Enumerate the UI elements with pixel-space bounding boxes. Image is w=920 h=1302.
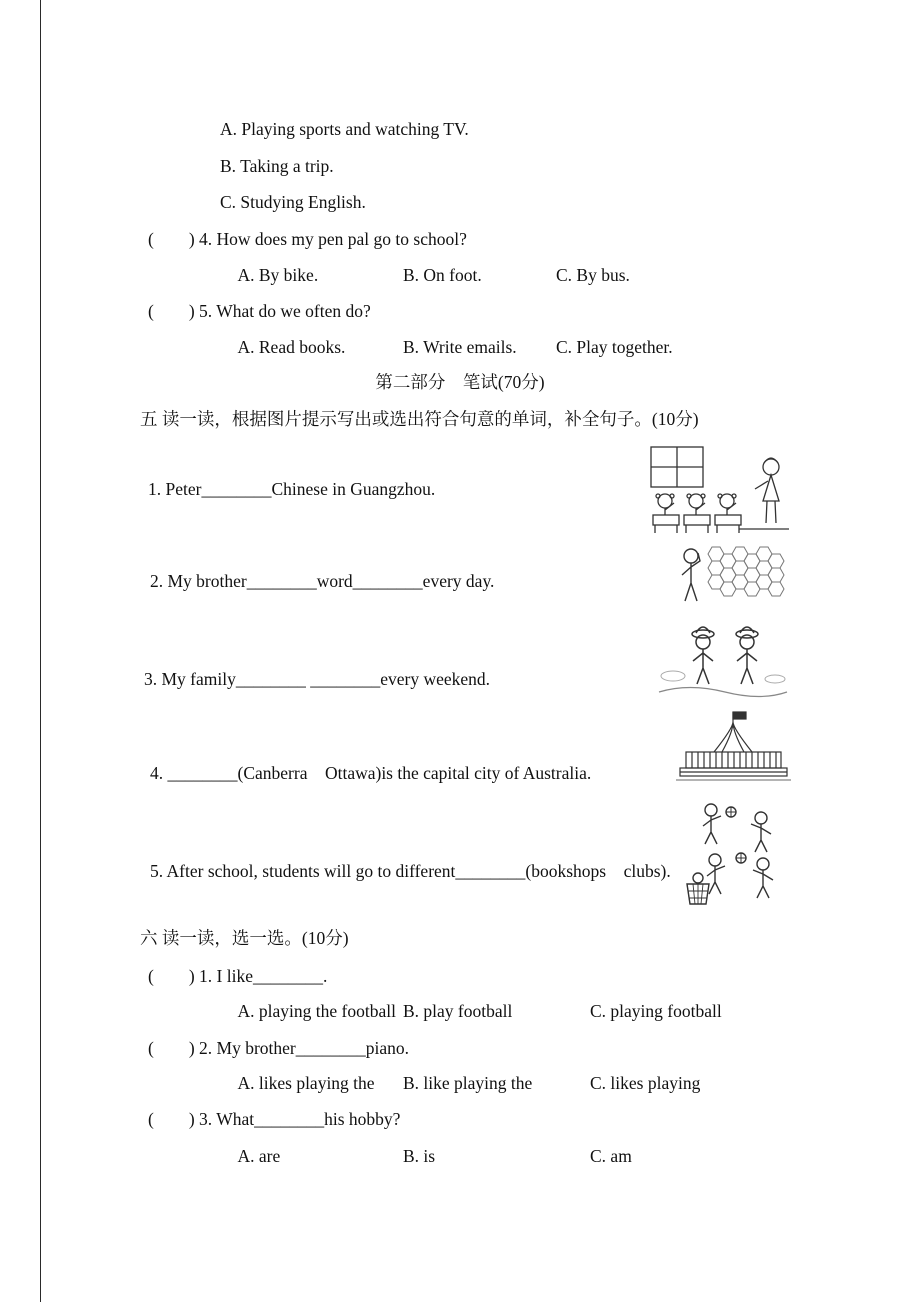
option-c: C. playing football [590,1001,722,1021]
option-a: A. are [237,1146,281,1166]
basket-icon [687,873,709,904]
basketball-kids-icon [683,798,786,906]
cloud-icon [661,671,685,681]
page-left-border [40,0,41,1302]
boy-figure [682,549,700,601]
student-figure [715,494,741,533]
option-a: A. By bike. [237,265,319,285]
hiking-illustration [655,616,790,701]
option-b: B. play football [403,1001,513,1021]
listening-q3-option-a: A. Playing sports and watching TV. [220,119,469,139]
section6-q3-options [220,1146,900,1168]
section6-q2-text: ( ) 2. My brother________piano. [148,1038,410,1058]
section6-q1-text: ( ) 1. I like________. [148,966,328,986]
basketball-illustration [683,798,786,906]
pylon-structure [714,722,752,752]
option-a: A. Read books. [237,337,346,357]
option-b: B. Write emails. [403,337,517,357]
hiking-icon [655,616,790,701]
classroom-icon [643,443,791,535]
listening-q4-options [220,265,900,287]
section5-item-3: 3. My family________ ________every weekend. [144,669,491,689]
option-c: C. am [590,1146,632,1166]
child-figure [703,804,721,844]
section6-q2-options [220,1073,900,1095]
section5-title: 五 读一读，根据图片提示写出或选出符合句意的单词，补全句子。(10分) [140,409,699,429]
student-figure [653,494,679,533]
option-a: A. likes playing the [237,1073,375,1093]
section5-item-4: 4. ________(Canberra Ottawa)is the capital city of Australia. [150,763,592,783]
cloud-icon [765,675,785,683]
section5-item-5: 5. After school, students will go to different________(bookshops clubs). [150,861,671,881]
hiker-figure [692,627,714,684]
option-b: B. like playing the [403,1073,533,1093]
student-figure [684,494,710,533]
child-figure [753,858,773,898]
classroom-illustration [643,443,791,535]
parliament-illustration [676,710,791,792]
section5-item-1: 1. Peter________Chinese in Guangzhou. [148,479,436,499]
hiker-figure [736,627,758,684]
listening-q5-text: ( ) 5. What do we often do? [148,301,371,321]
word-puzzle-illustration [678,543,786,611]
child-figure [707,854,725,894]
listening-q5-options [220,337,900,359]
part2-header: 第二部分 笔试(70分) [375,372,545,392]
ball-icon [726,807,736,817]
section5-item-2: 2. My brother________word________every day. [150,571,495,591]
colonnade [692,752,776,768]
listening-q4-text: ( ) 4. How does my pen pal go to school? [148,229,467,249]
listening-q3-option-b: B. Taking a trip. [220,156,334,176]
ground-line [659,688,787,697]
section6-q3-text: ( ) 3. What________his hobby? [148,1109,401,1129]
child-figure [751,812,771,852]
option-b: B. is [403,1146,436,1166]
section6-q1-options [220,1001,900,1023]
teacher-figure [755,458,779,523]
option-a: A. playing the football [237,1001,396,1021]
honeycomb-grid [708,547,784,596]
section6-title: 六 读一读，选一选。(10分) [140,928,349,948]
option-b: B. On foot. [403,265,482,285]
option-c: C. likes playing [590,1073,701,1093]
flag-icon [733,712,746,719]
ball-icon [736,853,746,863]
option-c: C. By bus. [556,265,630,285]
option-c: C. Play together. [556,337,673,357]
parliament-house-icon [676,710,791,792]
listening-q3-option-c: C. Studying English. [220,192,366,212]
word-puzzle-icon [678,543,786,611]
